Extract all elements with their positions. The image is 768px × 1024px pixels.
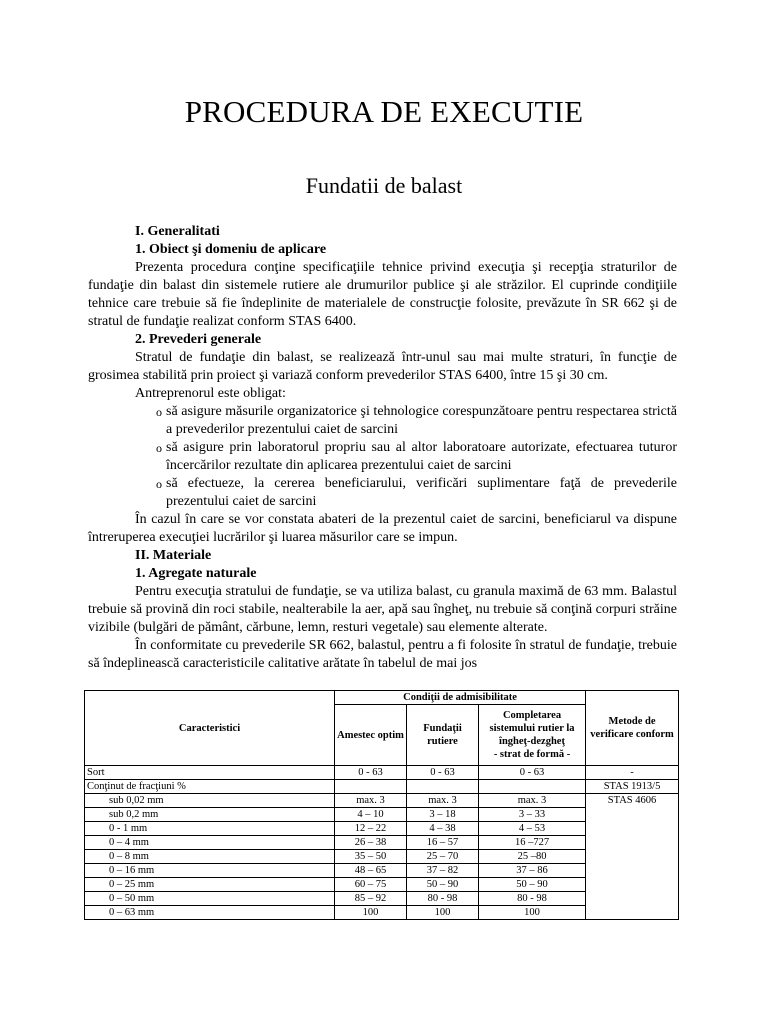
paragraph-scope: Prezenta procedura conţine specificaţiile tehnice privind execuţia şi recepţia straturilor de fundaţie din balast din sistemele rutiere ale drumurilor publice şi ale străzilor. El cuprinde condiţiile tehnice care trebuie să fie îndeplinite de materialele de construcţie folosite, prevăzute în SR 662 şi de stratul de fundaţie realizat conform STAS 6400.	[88, 260, 677, 329]
obligations-list	[88, 403, 677, 511]
cell-foundation: 25 – 70	[407, 850, 479, 864]
row-label: 0 – 25 mm	[85, 878, 335, 892]
row-label: 0 – 50 mm	[85, 892, 335, 906]
table-row	[85, 766, 679, 780]
row-label: Sort	[85, 766, 335, 780]
cell-frost: 0 - 63	[479, 766, 586, 780]
list-item	[88, 475, 677, 511]
row-label: 0 – 8 mm	[85, 850, 335, 864]
paragraph-ballast: Pentru execuţia stratului de fundaţie, se va utiliza balast, cu granula maximă de 63 mm. Balastul trebuie să provină din roci stabile, nealterabile la aer, apă sau îngheţ, nu trebuie să conţină corpuri străine vizibile (bulgări de pământ, cărbune, lemn, resturi vegetale) sau elemente alterate.	[88, 584, 677, 635]
bullet-icon: o	[156, 477, 162, 491]
row-label: Conţinut de fracţiuni %	[85, 780, 335, 794]
cell-method: -	[586, 766, 679, 780]
paragraph-conformity: În conformitate cu prevederile SR 662, balastul, pentru a fi folosite în stratul de fundaţie, trebuie să îndeplinească caracteristicile calitative arătate în tabelul de mai jos	[88, 638, 677, 671]
row-label: sub 0,02 mm	[85, 794, 335, 808]
row-label: 0 – 63 mm	[85, 906, 335, 920]
subsection-heading-obiect: 1. Obiect şi domeniu de aplicare	[135, 242, 327, 257]
header-frost-layer-main: Completarea sistemului rutier la îngheţ-dezgheţ	[489, 710, 575, 747]
cell-optimal: 48 – 65	[335, 864, 407, 878]
cell-foundation: 50 – 90	[407, 878, 479, 892]
section-heading-materiale: II. Materiale	[135, 548, 212, 563]
cell-optimal: 12 – 22	[335, 822, 407, 836]
cell-frost: 25 –80	[479, 850, 586, 864]
list-item-text: să asigure măsurile organizatorice şi tehnologice corespunzătoare pentru respectarea strictă a prevederilor prezentului caiet de sarcini	[166, 404, 677, 437]
cell-frost: 80 - 98	[479, 892, 586, 906]
header-frost-layer-sub: - strat de formă -	[493, 749, 571, 760]
cell-foundation: 3 – 18	[407, 808, 479, 822]
cell-foundation	[407, 780, 479, 794]
cell-optimal: 60 – 75	[335, 878, 407, 892]
list-item	[88, 439, 677, 475]
paragraph-contractor: Antreprenorul este obligat:	[135, 386, 286, 401]
header-optimal-mix: Amestec optim	[335, 705, 407, 766]
row-label: 0 - 1 mm	[85, 822, 335, 836]
cell-foundation: 37 – 82	[407, 864, 479, 878]
cell-foundation: 4 – 38	[407, 822, 479, 836]
cell-foundation: 100	[407, 906, 479, 920]
cell-optimal: 0 - 63	[335, 766, 407, 780]
cell-frost	[479, 780, 586, 794]
paragraph-deviations: În cazul în care se vor constata abateri de la prezentul caiet de sarcini, beneficiarul va dispune întreruperea execuţiei lucrărilor şi luarea măsurilor care se impun.	[88, 512, 677, 545]
row-label: 0 – 16 mm	[85, 864, 335, 878]
cell-optimal: 35 – 50	[335, 850, 407, 864]
cell-frost: 4 – 53	[479, 822, 586, 836]
paragraph-layer: Stratul de fundaţie din balast, se realizează într-unul sau mai multe straturi, în funcţie de grosimea stabilită prin proiect şi variază conform prevederilor STAS 6400, între 15 şi 30 cm.	[88, 350, 677, 383]
characteristics-table	[84, 690, 679, 920]
cell-foundation: 0 - 63	[407, 766, 479, 780]
cell-frost: max. 3	[479, 794, 586, 808]
cell-optimal: 100	[335, 906, 407, 920]
cell-method-merged: STAS 4606	[586, 794, 679, 920]
cell-frost: 100	[479, 906, 586, 920]
header-conditions: Condiţii de admisibilitate	[335, 691, 586, 705]
cell-frost: 37 – 86	[479, 864, 586, 878]
bullet-icon: o	[156, 441, 162, 455]
header-road-foundations: Fundaţii rutiere	[407, 705, 479, 766]
subsection-heading-prevederi: 2. Prevederi generale	[135, 332, 262, 347]
bullet-icon: o	[156, 405, 162, 419]
row-label: 0 – 4 mm	[85, 836, 335, 850]
cell-optimal: 85 – 92	[335, 892, 407, 906]
table-row	[85, 780, 679, 794]
list-item	[88, 403, 677, 439]
cell-optimal: max. 3	[335, 794, 407, 808]
cell-method: STAS 1913/5	[586, 780, 679, 794]
cell-optimal	[335, 780, 407, 794]
table-row	[85, 794, 679, 808]
cell-frost: 3 – 33	[479, 808, 586, 822]
cell-frost: 16 –727	[479, 836, 586, 850]
header-frost-layer	[479, 705, 586, 766]
cell-optimal: 26 – 38	[335, 836, 407, 850]
cell-optimal: 4 – 10	[335, 808, 407, 822]
header-methods: Metode de verificare conform	[586, 691, 679, 766]
section-heading-generalitati: I. Generalitati	[135, 224, 220, 239]
document-subtitle: Fundatii de balast	[305, 173, 463, 198]
document-title: PROCEDURA DE EXECUTIE	[184, 94, 584, 129]
list-item-text: să asigure prin laboratorul propriu sau al altor laboratoare autorizate, efectuarea tuturor încercărilor rezultate din aplicarea prezentului caiet de sarcini	[166, 440, 677, 473]
header-characteristics: Caracteristici	[85, 691, 335, 766]
cell-foundation: 80 - 98	[407, 892, 479, 906]
row-label: sub 0,2 mm	[85, 808, 335, 822]
list-item-text: să efectueze, la cererea beneficiarului, verificări suplimentare faţă de prevederile prezentului caiet de sarcini	[166, 476, 677, 509]
cell-frost: 50 – 90	[479, 878, 586, 892]
cell-foundation: max. 3	[407, 794, 479, 808]
document-body	[88, 223, 677, 673]
subsection-heading-agregate: 1. Agregate naturale	[135, 566, 257, 581]
cell-foundation: 16 – 57	[407, 836, 479, 850]
